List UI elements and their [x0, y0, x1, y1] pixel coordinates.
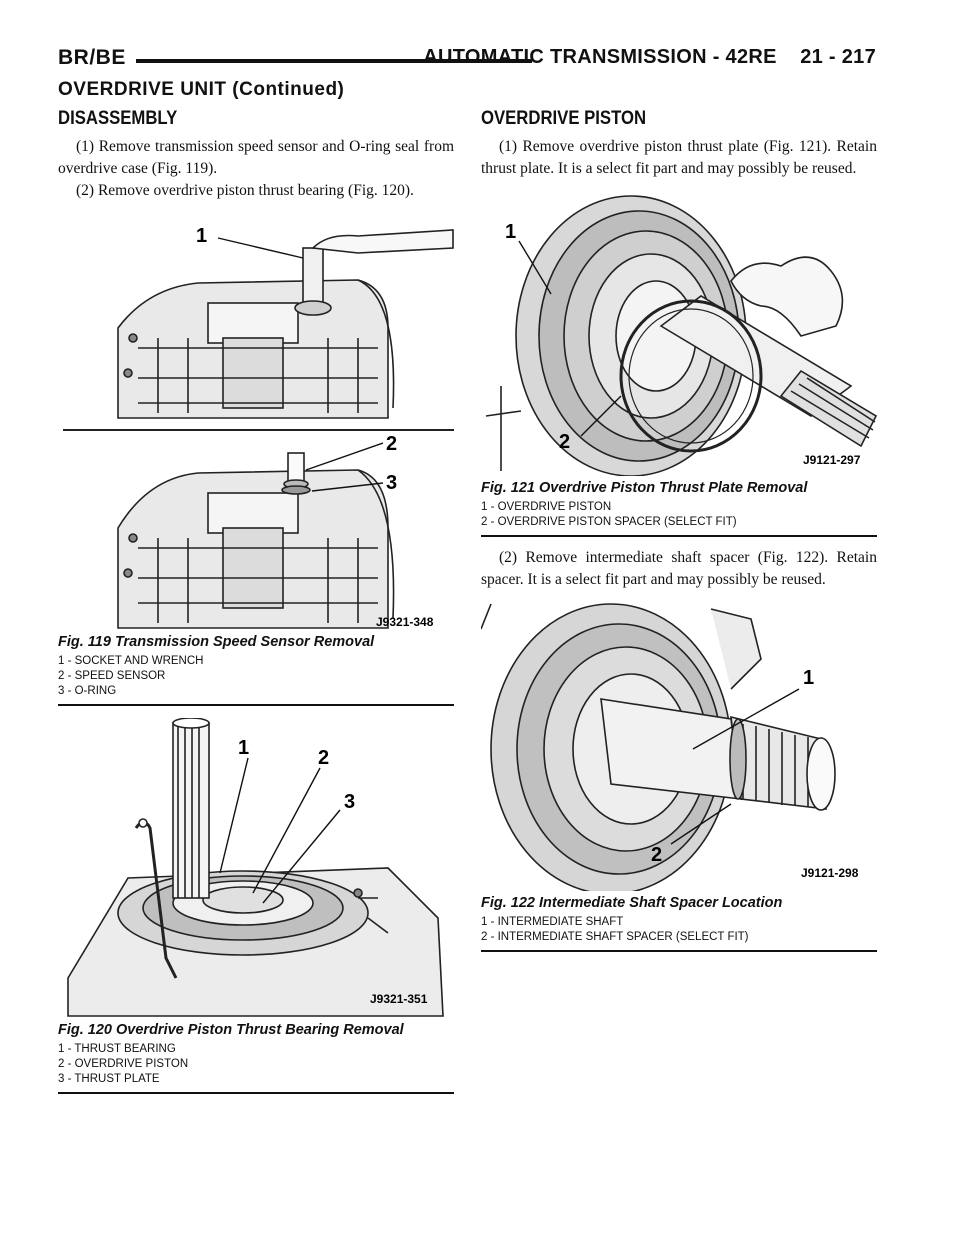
fig120-legend-3: 3 - THRUST PLATE — [58, 1073, 160, 1085]
fig122-legend-1: 1 - INTERMEDIATE SHAFT — [481, 916, 624, 928]
thrust-plate-removal-illustration — [481, 186, 877, 476]
fig120-rule — [58, 1092, 454, 1094]
fig120-legend-2: 2 - OVERDRIVE PISTON — [58, 1058, 189, 1070]
header-model: BR/BE — [58, 46, 126, 69]
fig122-callout-2: 2 — [651, 844, 663, 866]
figure-122 — [481, 599, 877, 952]
overdrive-piston-heading: OVERDRIVE PISTON — [481, 108, 647, 129]
piston-step-2-text: (2) Remove intermediate shaft spacer (Fig. 122). Retain spacer. It is a select fit part and may possibly be reused. — [481, 549, 877, 588]
fig121-legend-1: 1 - OVERDRIVE PISTON — [481, 501, 612, 513]
fig121-legend-2: 2 - OVERDRIVE PISTON SPACER (SELECT FIT) — [481, 516, 737, 528]
fig120-id: J9321-351 — [370, 992, 428, 1006]
step-1-text: (1) Remove transmission speed sensor and O-ring seal from overdrive case (Fig. 119). — [58, 138, 454, 177]
fig122-rule — [481, 950, 877, 952]
figure-121 — [481, 186, 877, 537]
fig119-caption: Fig. 119 Transmission Speed Sensor Removal — [58, 634, 375, 650]
speed-sensor-removal-illustration — [58, 208, 454, 630]
fig120-legend-1: 1 - THRUST BEARING — [58, 1043, 176, 1055]
fig119-id: J9321-348 — [376, 615, 434, 629]
fig119-rule — [58, 704, 454, 706]
disassembly-heading: DISASSEMBLY — [58, 108, 178, 129]
fig122-legend-2: 2 - INTERMEDIATE SHAFT SPACER (SELECT FIT) — [481, 931, 749, 943]
figure-120 — [58, 718, 454, 1094]
fig119-callout-2: 2 — [386, 433, 398, 455]
fig122-caption: Fig. 122 Intermediate Shaft Spacer Location — [481, 895, 783, 911]
fig122-id: J9121-298 — [801, 866, 859, 880]
fig119-legend-1: 1 - SOCKET AND WRENCH — [58, 655, 204, 667]
fig119-callout-3: 3 — [386, 472, 398, 494]
piston-step-1-text: (1) Remove overdrive piston thrust plate (Fig. 121). Retain thrust plate. It is a select fit part and may possibly be reused. — [481, 138, 877, 177]
right-column — [481, 108, 877, 952]
section-continued-title: OVERDRIVE UNIT (Continued) — [58, 79, 345, 100]
fig121-caption: Fig. 121 Overdrive Piston Thrust Plate Removal — [481, 480, 808, 496]
thrust-bearing-removal-illustration — [58, 718, 454, 1018]
fig119-legend-2: 2 - SPEED SENSOR — [58, 670, 166, 682]
fig120-callout-1: 1 — [238, 737, 250, 759]
header-section-page: AUTOMATIC TRANSMISSION - 42RE 21 - 217 — [423, 46, 876, 68]
fig120-callout-3: 3 — [344, 791, 356, 813]
fig120-caption: Fig. 120 Overdrive Piston Thrust Bearing Removal — [58, 1022, 404, 1038]
left-column — [58, 108, 454, 1094]
fig122-callout-1: 1 — [803, 667, 815, 689]
fig119-legend-3: 3 - O-RING — [58, 685, 117, 697]
fig121-callout-2: 2 — [559, 431, 571, 453]
fig119-callout-1: 1 — [196, 225, 208, 247]
fig121-callout-1: 1 — [505, 221, 517, 243]
shaft-spacer-location-illustration — [481, 599, 877, 891]
fig120-callout-2: 2 — [318, 747, 330, 769]
fig121-id: J9121-297 — [803, 453, 861, 467]
fig121-rule — [481, 535, 877, 537]
step-2-text: (2) Remove overdrive piston thrust bearing (Fig. 120). — [76, 182, 414, 199]
page-header — [58, 46, 876, 74]
figure-119 — [58, 208, 454, 706]
